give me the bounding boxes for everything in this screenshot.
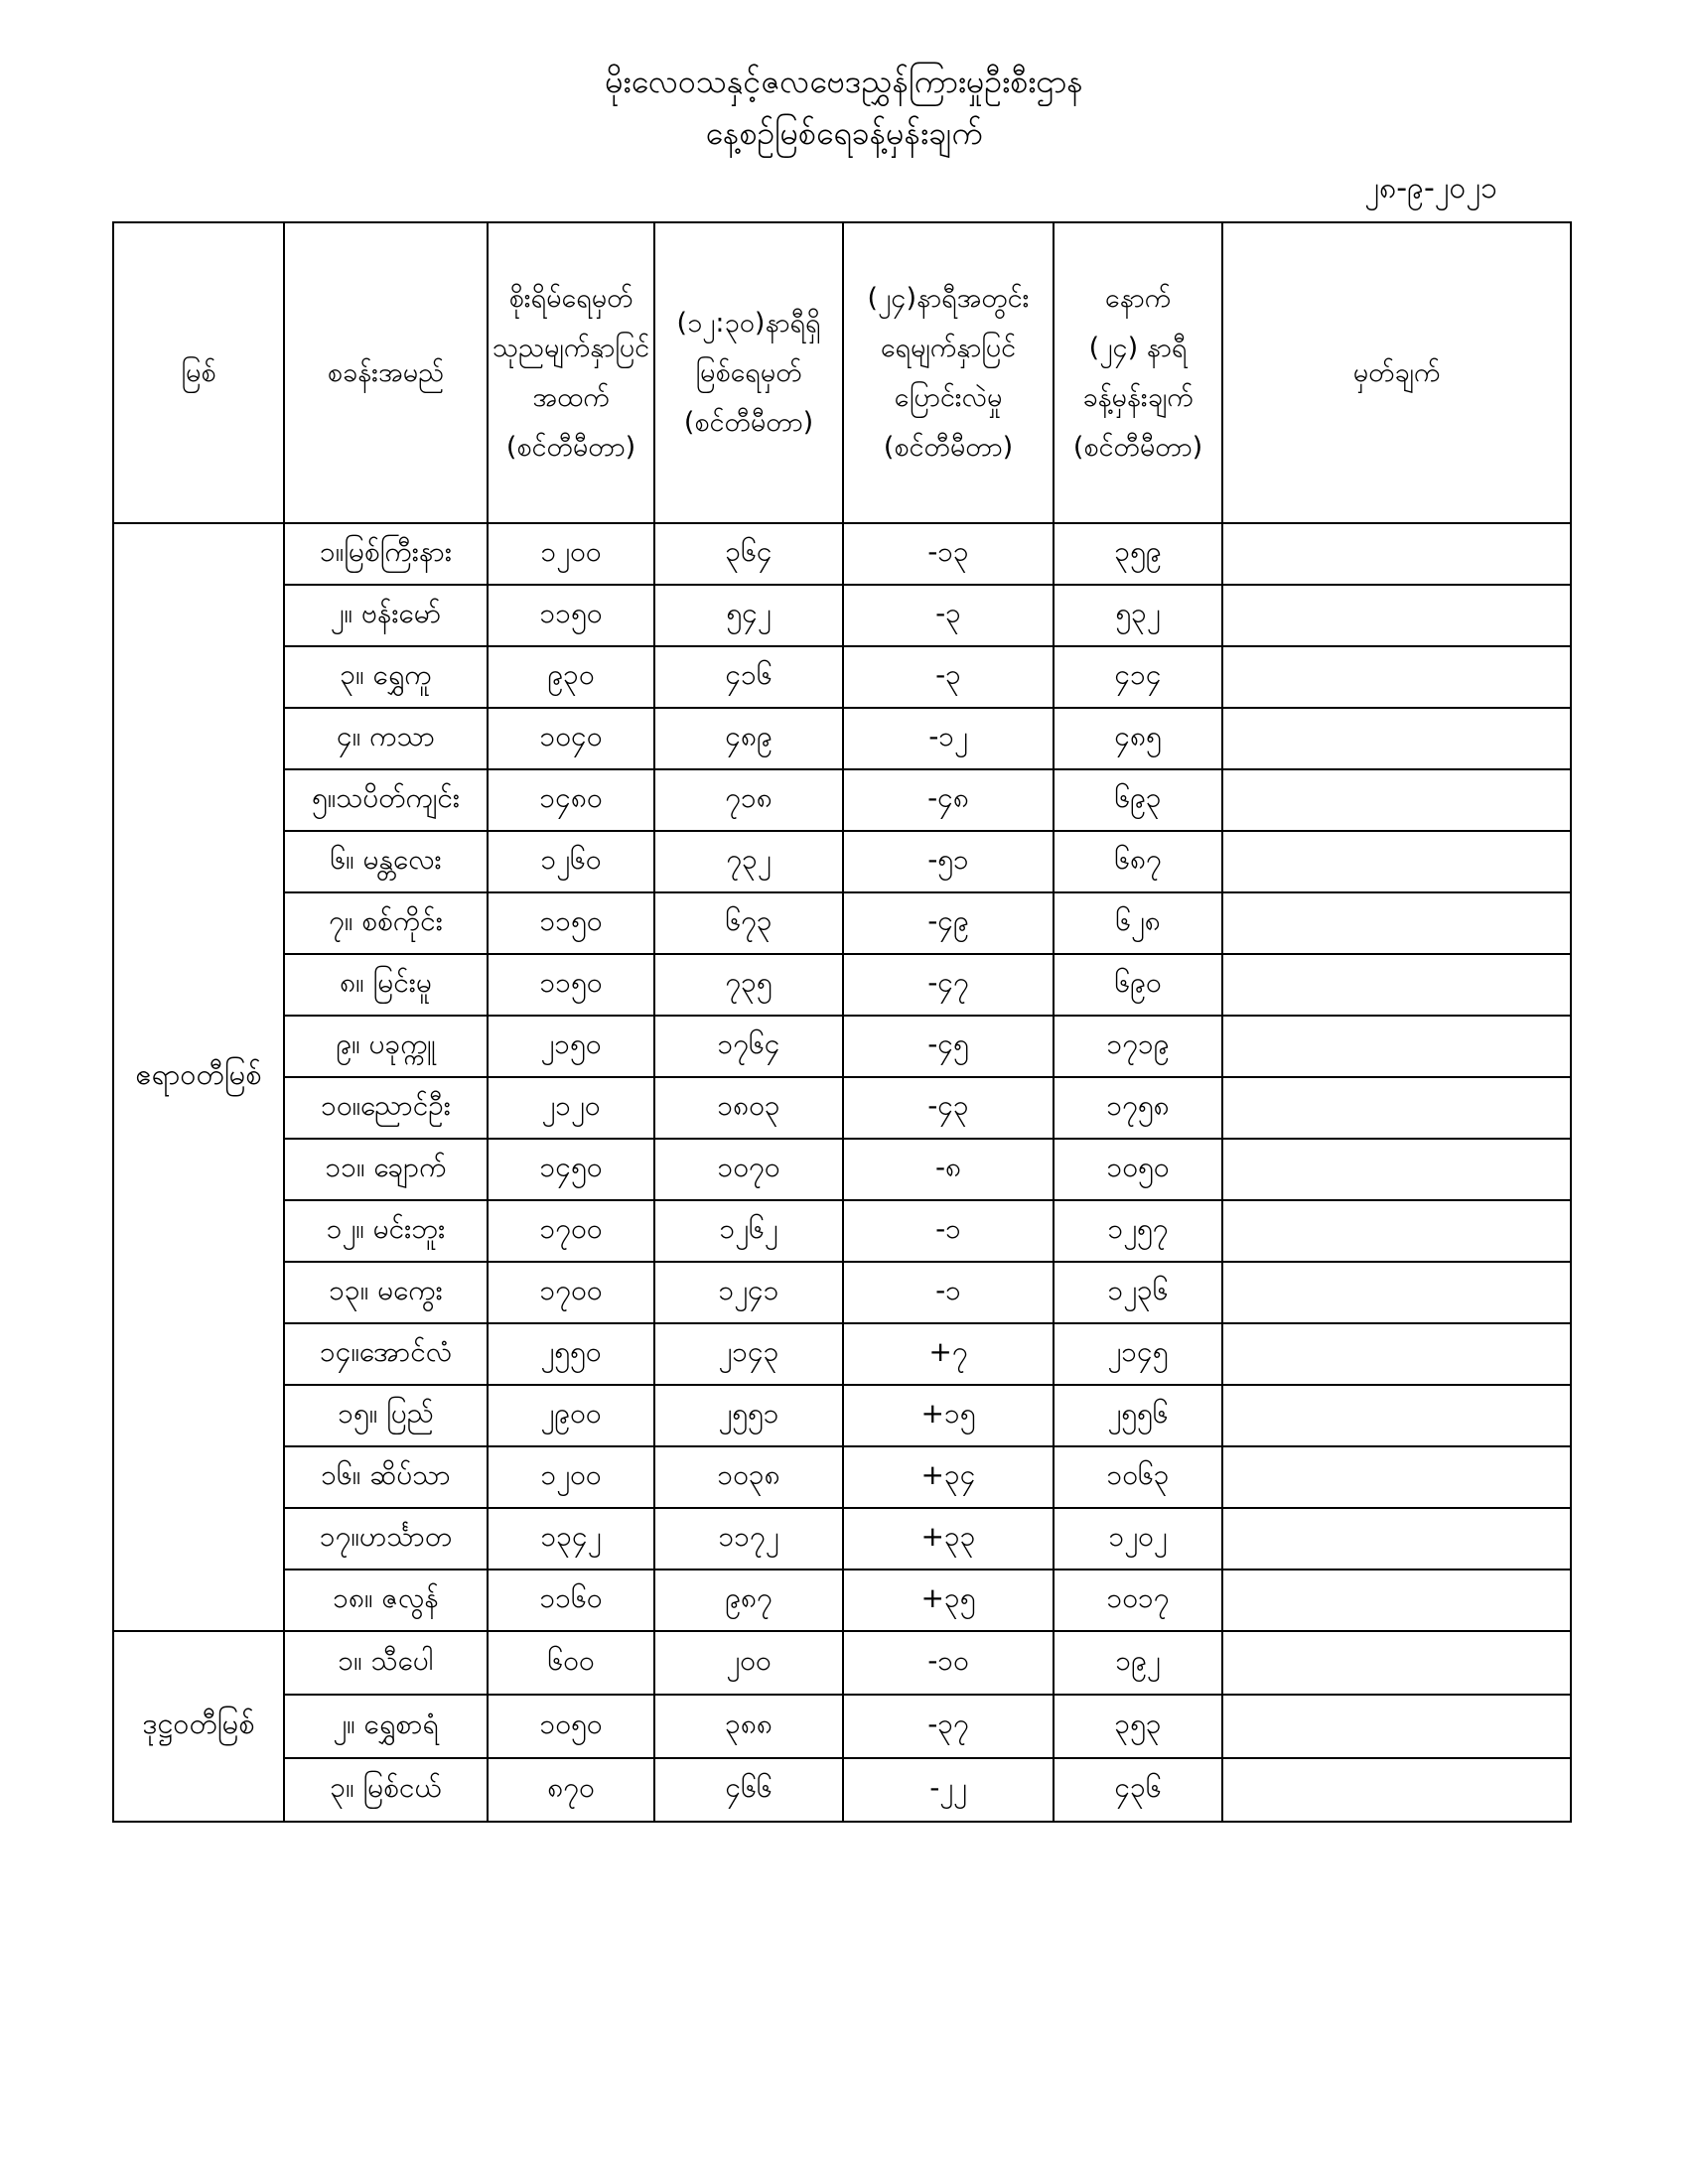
danger-level-cell: ၁၀၅၀ — [488, 1695, 654, 1758]
danger-level-cell: ၈၇၀ — [488, 1758, 654, 1822]
danger-level-cell: ၁၁၅၀ — [488, 892, 654, 954]
station-name: ၉။ ပခုက္ကူ — [284, 1016, 488, 1077]
change-cell: -၄၈ — [843, 769, 1054, 831]
table-row — [113, 892, 1571, 954]
table-row — [113, 1570, 1571, 1631]
danger-level-cell: ၉၃၀ — [488, 646, 654, 708]
table-row — [113, 646, 1571, 708]
water-level-cell: ၃၆၄ — [654, 523, 843, 585]
remark-cell — [1222, 1385, 1571, 1446]
table-row — [113, 523, 1571, 585]
change-cell: +၁၅ — [843, 1385, 1054, 1446]
remark-cell — [1222, 1570, 1571, 1631]
river-forecast-table — [112, 221, 1572, 1823]
remark-cell — [1222, 1323, 1571, 1385]
station-name: ၄။ ကသာ — [284, 708, 488, 769]
remark-cell — [1222, 954, 1571, 1016]
remark-cell — [1222, 585, 1571, 646]
station-name: ၁။မြစ်ကြီးနား — [284, 523, 488, 585]
forecast-cell: ၆၉၃ — [1054, 769, 1222, 831]
forecast-cell: ၆၈၇ — [1054, 831, 1222, 892]
water-level-cell: ၁၂၄၁ — [654, 1262, 843, 1323]
remark-cell — [1222, 646, 1571, 708]
remark-cell — [1222, 523, 1571, 585]
station-name: ၁၇။ဟင်္သာတ — [284, 1508, 488, 1570]
danger-level-cell: ၁၂၀၀ — [488, 523, 654, 585]
station-name: ၁၈။ ဇလွန် — [284, 1570, 488, 1631]
station-name: ၁၅။ ပြည် — [284, 1385, 488, 1446]
water-level-cell: ၇၃၅ — [654, 954, 843, 1016]
remark-cell — [1222, 892, 1571, 954]
water-level-cell: ၇၃၂ — [654, 831, 843, 892]
danger-level-cell: ၁၇၀၀ — [488, 1200, 654, 1262]
station-name: ၁၁။ ချောက် — [284, 1139, 488, 1200]
station-name: ၃။ မြစ်ငယ် — [284, 1758, 488, 1822]
danger-level-cell: ၁၁၆၀ — [488, 1570, 654, 1631]
change-cell: +၃၅ — [843, 1570, 1054, 1631]
col-header-water-level — [654, 222, 843, 523]
forecast-cell: ၁၉၂ — [1054, 1631, 1222, 1695]
forecast-cell: ၁၀၁၇ — [1054, 1570, 1222, 1631]
water-level-cell: ၁၈၀၃ — [654, 1077, 843, 1139]
change-cell: -၁၀ — [843, 1631, 1054, 1695]
change-cell: +၃၄ — [843, 1446, 1054, 1508]
forecast-cell: ၅၃၂ — [1054, 585, 1222, 646]
col-header-remark: မှတ်ချက် — [1222, 222, 1571, 523]
change-cell: -၄၃ — [843, 1077, 1054, 1139]
change-cell: -၄၅ — [843, 1016, 1054, 1077]
water-level-cell: ၄၈၉ — [654, 708, 843, 769]
station-name: ၆။ မန္တလေး — [284, 831, 488, 892]
table-row — [113, 1508, 1571, 1570]
water-level-cell: ၁၁၇၂ — [654, 1508, 843, 1570]
col-header-change — [843, 222, 1054, 523]
water-level-cell: ၁၀၃၈ — [654, 1446, 843, 1508]
table-row — [113, 769, 1571, 831]
remark-cell — [1222, 1631, 1571, 1695]
danger-level-cell: ၁၀၄၀ — [488, 708, 654, 769]
station-name: ၂။ ရွှေစာရံ — [284, 1695, 488, 1758]
change-cell: -၅၁ — [843, 831, 1054, 892]
change-cell: -၈ — [843, 1139, 1054, 1200]
river-name: ဒုဋ္ဌဝတီမြစ် — [113, 1631, 284, 1822]
remark-cell — [1222, 1695, 1571, 1758]
remark-cell — [1222, 1446, 1571, 1508]
col-header-danger-level — [488, 222, 654, 523]
remark-cell — [1222, 1200, 1571, 1262]
water-level-cell: ၁၇၆၄ — [654, 1016, 843, 1077]
header-text: (၂၄) နာရီ — [1088, 332, 1188, 363]
station-name: ၁၀။ညောင်ဦး — [284, 1077, 488, 1139]
table-row — [113, 1695, 1571, 1758]
danger-level-cell: ၁၂၆၀ — [488, 831, 654, 892]
remark-cell — [1222, 1077, 1571, 1139]
station-name: ၂။ ဗန်းမော် — [284, 585, 488, 646]
table-body — [113, 523, 1571, 1822]
change-cell: -၁ — [843, 1262, 1054, 1323]
water-level-cell: ၅၄၂ — [654, 585, 843, 646]
station-name: ၁၆။ ဆိပ်သာ — [284, 1446, 488, 1508]
water-level-cell: ၃၈၈ — [654, 1695, 843, 1758]
table-row — [113, 1758, 1571, 1822]
report-date: ၂၈-၉-၂၀၂၁ — [1364, 171, 1497, 205]
danger-level-cell: ၂၉၀၀ — [488, 1385, 654, 1446]
forecast-cell: ၁၂၅၇ — [1054, 1200, 1222, 1262]
forecast-cell: ၁၇၅၈ — [1054, 1077, 1222, 1139]
station-name: ၈။ မြင်းမူ — [284, 954, 488, 1016]
header-text: (၁၂:၃၀)နာရီရှိ — [676, 307, 821, 339]
header-text: ရေမျက်နှာပြင် — [880, 332, 1017, 363]
table-row — [113, 954, 1571, 1016]
table-row — [113, 1016, 1571, 1077]
change-cell: +၇ — [843, 1323, 1054, 1385]
header-text: နောက် — [1104, 282, 1172, 314]
river-name: ဧရာဝတီမြစ် — [113, 523, 284, 1631]
change-cell: -၃ — [843, 585, 1054, 646]
forecast-cell: ၁၀၅၀ — [1054, 1139, 1222, 1200]
station-name: ၁၄။အောင်လံ — [284, 1323, 488, 1385]
forecast-cell: ၆၉၀ — [1054, 954, 1222, 1016]
change-cell: -၃ — [843, 646, 1054, 708]
header-text: စိုးရိမ်ရေမှတ် — [508, 282, 633, 314]
table-row — [113, 831, 1571, 892]
header-row — [113, 222, 1571, 523]
remark-cell — [1222, 1016, 1571, 1077]
change-cell: -၃၇ — [843, 1695, 1054, 1758]
table-row — [113, 708, 1571, 769]
danger-level-cell: ၁၃၄၂ — [488, 1508, 654, 1570]
danger-level-cell: ၁၂၀၀ — [488, 1446, 654, 1508]
change-cell: -၄၇ — [843, 954, 1054, 1016]
station-name: ၁။ သီပေါ — [284, 1631, 488, 1695]
remark-cell — [1222, 1508, 1571, 1570]
header-text: မြစ်ရေမှတ် — [695, 356, 802, 388]
change-cell: -၁၃ — [843, 523, 1054, 585]
table-row — [113, 1385, 1571, 1446]
danger-level-cell: ၁၁၅၀ — [488, 585, 654, 646]
change-cell: -၁ — [843, 1200, 1054, 1262]
danger-level-cell: ၁၇၀၀ — [488, 1262, 654, 1323]
remark-cell — [1222, 1262, 1571, 1323]
header-text: (စင်တီမီတာ) — [883, 431, 1014, 463]
danger-level-cell: ၁၁၅၀ — [488, 954, 654, 1016]
forecast-cell: ၁၂၃၆ — [1054, 1262, 1222, 1323]
danger-level-cell: ၂၁၅၀ — [488, 1016, 654, 1077]
header-text: သုညမျက်နှာပြင် — [492, 332, 650, 363]
forecast-cell: ၄၃၆ — [1054, 1758, 1222, 1822]
forecast-cell: ၁၂၀၂ — [1054, 1508, 1222, 1570]
table-row — [113, 1631, 1571, 1695]
forecast-cell: ၁၀၆၃ — [1054, 1446, 1222, 1508]
water-level-cell: ၂၀၀ — [654, 1631, 843, 1695]
danger-level-cell: ၆၀၀ — [488, 1631, 654, 1695]
forecast-cell: ၄၁၄ — [1054, 646, 1222, 708]
header-text: အထက် — [532, 381, 610, 413]
station-name: ၇။ စစ်ကိုင်း — [284, 892, 488, 954]
water-level-cell: ၄၁၆ — [654, 646, 843, 708]
forecast-cell: ၁၇၁၉ — [1054, 1016, 1222, 1077]
forecast-cell: ၆၂၈ — [1054, 892, 1222, 954]
water-level-cell: ၁၂၆၂ — [654, 1200, 843, 1262]
forecast-cell: ၃၅၃ — [1054, 1695, 1222, 1758]
table-row — [113, 585, 1571, 646]
header-text: (စင်တီမီတာ) — [505, 431, 636, 463]
header-text: (၂၄)နာရီအတွင်း — [867, 282, 1030, 314]
forecast-cell: ၄၈၅ — [1054, 708, 1222, 769]
remark-cell — [1222, 1758, 1571, 1822]
station-name: ၅။သပိတ်ကျင်း — [284, 769, 488, 831]
table-row — [113, 1446, 1571, 1508]
forecast-cell: ၂၁၄၅ — [1054, 1323, 1222, 1385]
header-text: ခန့်မှန်းချက် — [1082, 381, 1194, 413]
water-level-cell: ၁၀၇၀ — [654, 1139, 843, 1200]
header-text: ပြောင်းလဲမှု — [894, 381, 1003, 413]
col-header-river: မြစ် — [113, 222, 284, 523]
station-name: ၁၂။ မင်းဘူး — [284, 1200, 488, 1262]
water-level-cell: ၂၅၅၁ — [654, 1385, 843, 1446]
page-title: မိုးလေဝသနှင့်ဇလဗေဒညွှန်ကြားမှုဦးစီးဌာန — [605, 63, 1083, 100]
change-cell: -၁၂ — [843, 708, 1054, 769]
table-row — [113, 1077, 1571, 1139]
page-subtitle: နေ့စဉ်မြစ်ရေခန့်မှန်းချက် — [705, 114, 983, 152]
remark-cell — [1222, 1139, 1571, 1200]
change-cell: -၂၂ — [843, 1758, 1054, 1822]
station-name: ၁၃။ မကွေး — [284, 1262, 488, 1323]
water-level-cell: ၄၆၆ — [654, 1758, 843, 1822]
forecast-cell: ၂၅၅၆ — [1054, 1385, 1222, 1446]
water-level-cell: ၆၇၃ — [654, 892, 843, 954]
table-row — [113, 1200, 1571, 1262]
remark-cell — [1222, 831, 1571, 892]
table-row — [113, 1323, 1571, 1385]
table-row — [113, 1262, 1571, 1323]
remark-cell — [1222, 708, 1571, 769]
water-level-cell: ၇၁၈ — [654, 769, 843, 831]
remark-cell — [1222, 769, 1571, 831]
table-row — [113, 1139, 1571, 1200]
water-level-cell: ၂၁၄၃ — [654, 1323, 843, 1385]
danger-level-cell: ၂၁၂၀ — [488, 1077, 654, 1139]
col-header-station: စခန်းအမည် — [284, 222, 488, 523]
water-level-cell: ၉၈၇ — [654, 1570, 843, 1631]
station-name: ၃။ ရွှေကူ — [284, 646, 488, 708]
forecast-cell: ၃၅၉ — [1054, 523, 1222, 585]
danger-level-cell: ၂၅၅၀ — [488, 1323, 654, 1385]
change-cell: -၄၉ — [843, 892, 1054, 954]
change-cell: +၃၃ — [843, 1508, 1054, 1570]
header-text: (စင်တီမီတာ) — [1072, 431, 1203, 463]
col-header-forecast — [1054, 222, 1222, 523]
header-text: (စင်တီမီတာ) — [683, 406, 814, 438]
danger-level-cell: ၁၄၅၀ — [488, 1139, 654, 1200]
danger-level-cell: ၁၄၈၀ — [488, 769, 654, 831]
